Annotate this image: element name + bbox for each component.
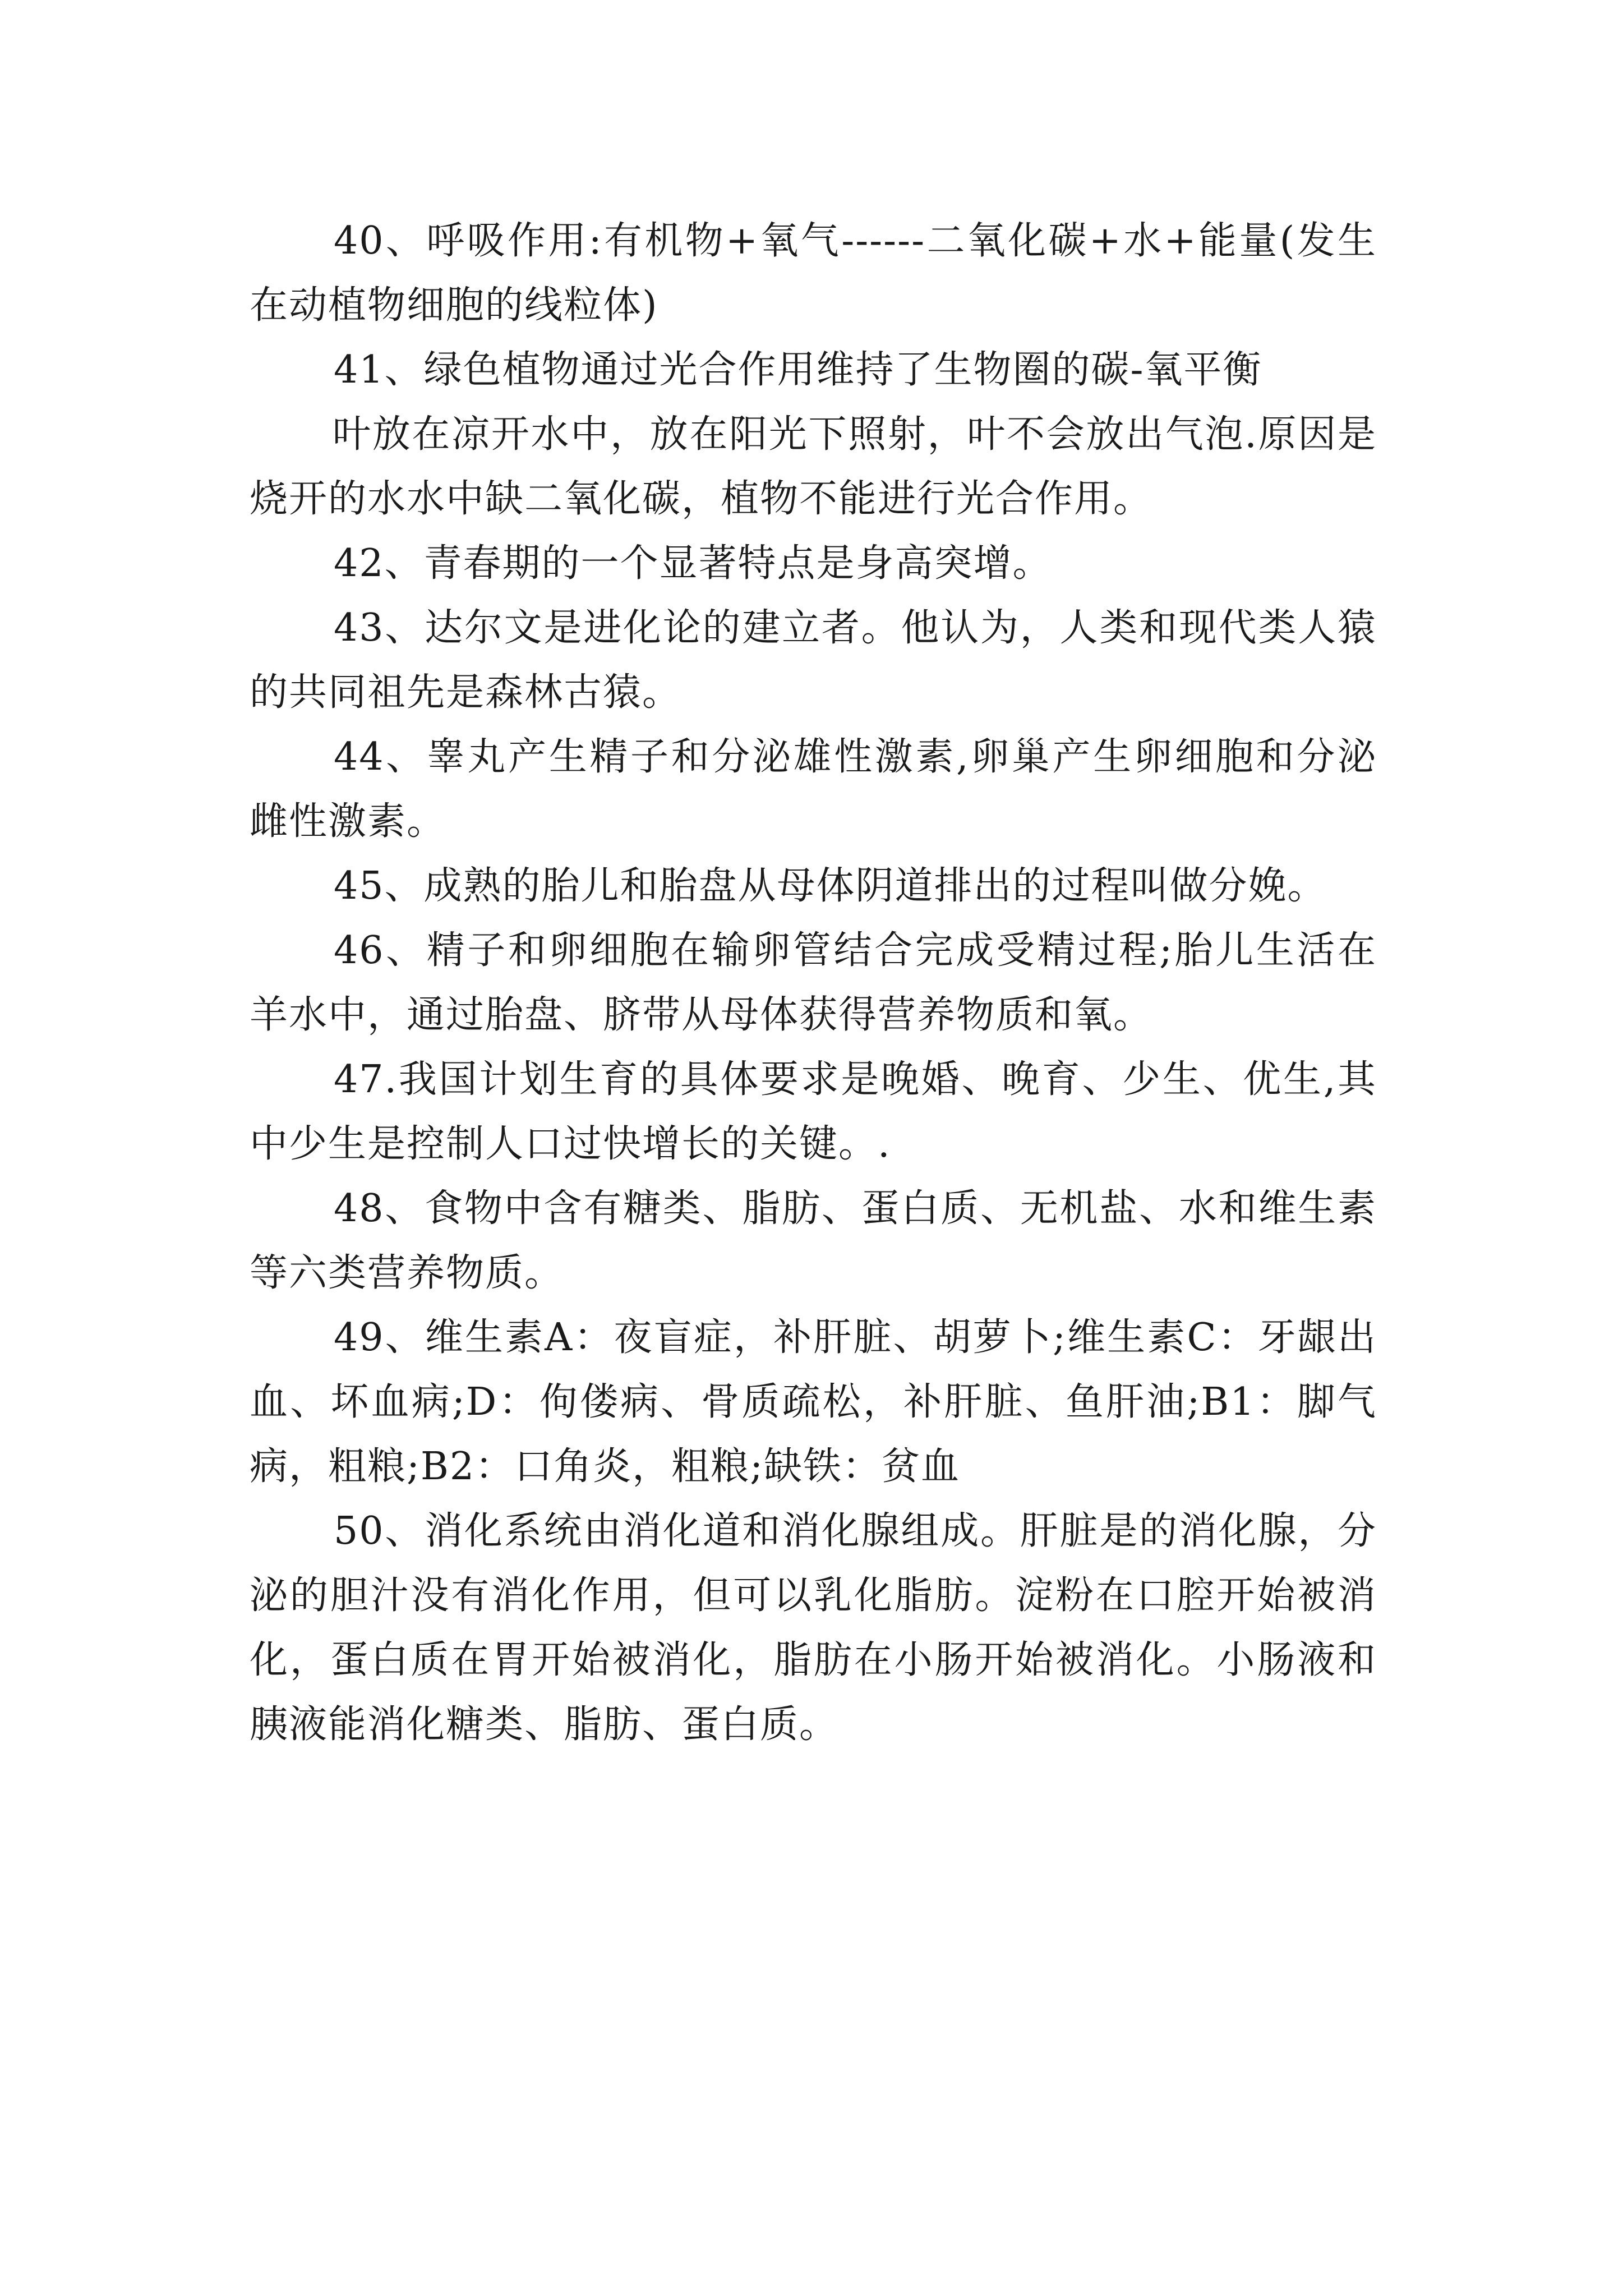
paragraph-40: 40、呼吸作用:有机物+氧气------二氧化碳+水+能量(发生在动植物细胞的线粒体) — [250, 219, 1377, 328]
paragraph-42: 42、青春期的一个显著特点是身高突增。 — [334, 541, 1052, 586]
paragraph-46: 46、精子和卵细胞在输卵管结合完成受精过程;胎儿生活在羊水中，通过胎盘、脐带从母体获得营养物质和氧。 — [250, 928, 1377, 1037]
paragraph-45: 45、成熟的胎儿和胎盘从母体阴道排出的过程叫做分娩。 — [334, 864, 1327, 908]
paragraph-50: 50、消化系统由消化道和消化腺组成。肝脏是的消化腺，分泌的胆汁没有消化作用，但可以乳化脂肪。淀粉在口腔开始被消化，蛋白质在胃开始被消化，脂肪在小肠开始被消化。小肠液和胰液能消化糖类、脂肪、蛋白质。 — [250, 1509, 1377, 1747]
paragraph-44: 44、睾丸产生精子和分泌雄性激素,卵巢产生卵细胞和分泌雌性激素。 — [250, 735, 1377, 844]
paragraph-48: 48、食物中含有糖类、脂肪、蛋白质、无机盐、水和维生素等六类营养物质。 — [250, 1186, 1377, 1295]
paragraph-49: 49、维生素A：夜盲症，补肝脏、胡萝卜;维生素C：牙龈出血、坏血病;D：佝偻病、骨质疏松，补肝脏、鱼肝油;B1：脚气病，粗粮;B2：口角炎，粗粮;缺铁：贫血 — [250, 1315, 1377, 1489]
paragraph-47: 47.我国计划生育的具体要求是晚婚、晚育、少生、优生,其中少生是控制人口过快增长的关键。. — [250, 1057, 1377, 1166]
document-body — [250, 209, 1377, 1757]
paragraph-43: 43、达尔文是进化论的建立者。他认为，人类和现代类人猿的共同祖先是森林古猿。 — [250, 606, 1377, 715]
paragraph-41: 41、绿色植物通过光合作用维持了生物圈的碳-氧平衡 — [334, 348, 1262, 392]
paragraph-41-note: 叶放在凉开水中，放在阳光下照射，叶不会放出气泡.原因是烧开的水水中缺二氧化碳，植物不能进行光合作用。 — [250, 412, 1377, 521]
